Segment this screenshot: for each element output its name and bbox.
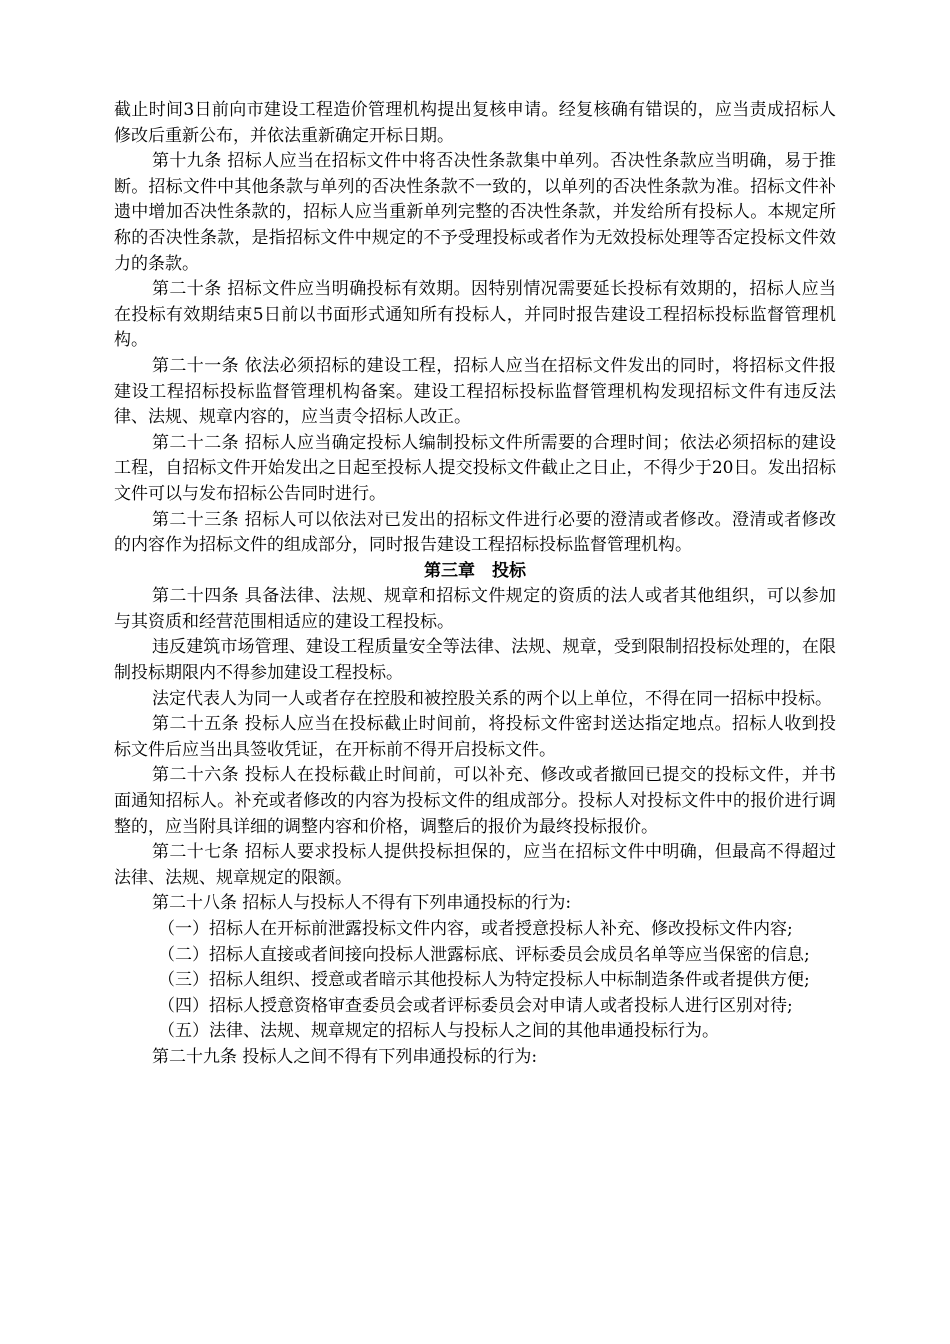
article-23: 第二十三条 招标人可以依法对已发出的招标文件进行必要的澄清或者修改。澄清或者修改的内容作为招标文件的组成部分，同时报告建设工程招标投标监督管理机构。 bbox=[114, 509, 836, 556]
article-19: 第十九条 招标人应当在招标文件中将否决性条款集中单列。否决性条款应当明确，易于推断。招标文件中其他条款与单列的否决性条款不一致的，以单列的否决性条款为准。招标文件补遗中增加否决性条款的，招标人应当重新单列完整的否决性条款，并发给所有投标人。本规定所称的否决性条款，是指招标文件中规定的不予受理投标或者作为无效投标处理等否定投标文件效力的条款。 bbox=[114, 151, 836, 274]
article-22: 第二十二条 招标人应当确定投标人编制投标文件所需要的合理时间；依法必须招标的建设工程，自招标文件开始发出之日起至投标人提交投标文件截止之日止，不得少于20日。发出招标文件可以与发布招标公告同时进行。 bbox=[114, 432, 836, 504]
article-28-item-4: （四）招标人授意资格审查委员会或者评标委员会对申请人或者投标人进行区别对待; bbox=[158, 995, 793, 1016]
article-28-item-1: （一）招标人在开标前泄露投标文件内容，或者授意投标人补充、修改投标文件内容; bbox=[158, 919, 793, 939]
article-28-item-2: （二）招标人直接或者间接向投标人泄露标底、评标委员会成员名单等应当保密的信息; bbox=[158, 944, 810, 965]
article-28-item-3: （三）招标人组织、授意或者暗示其他投标人为特定投标人中标制造条件或者提供方便; bbox=[158, 970, 810, 991]
paragraph-1: 截止时间3日前向市建设工程造价管理机构提出复核申请。经复核确有错误的，应当责成招标人修改后重新公布，并依法重新确定开标日期。 bbox=[114, 100, 836, 146]
article-24: 第二十四条 具备法律、法规、规章和招标文件规定的资质的法人或者其他组织，可以参加与其资质和经营范围相适应的建设工程投标。 bbox=[114, 586, 836, 632]
article-28-item-5: （五）法律、法规、规章规定的招标人与投标人之间的其他串通投标行为。 bbox=[158, 1021, 719, 1042]
article-24-para-3: 法定代表人为同一人或者存在控股和被控股关系的两个以上单位，不得在同一招标中投标。 bbox=[152, 688, 832, 709]
article-25: 第二十五条 投标人应当在投标截止时间前，将投标文件密封送达指定地点。招标人收到投标文件后应当出具签收凭证，在开标前不得开启投标文件。 bbox=[114, 714, 836, 760]
chapter-heading: 第三章 投标 bbox=[424, 560, 526, 581]
article-21: 第二十一条 依法必须招标的建设工程，招标人应当在招标文件发出的同时，将招标文件报建设工程招标投标监督管理机构备案。建设工程招标投标监督管理机构发现招标文件有违反法律、法规、规章内容的，应当责令招标人改正。 bbox=[114, 355, 836, 428]
article-27: 第二十七条 招标人要求投标人提供投标担保的，应当在招标文件中明确，但最高不得超过法律、法规、规章规定的限额。 bbox=[114, 842, 836, 888]
document-page bbox=[114, 98, 836, 1071]
article-24-para-2: 违反建筑市场管理、建设工程质量安全等法律、法规、规章，受到限制招投标处理的，在限制投标期限内不得参加建设工程投标。 bbox=[114, 637, 836, 684]
article-29: 第二十九条 投标人之间不得有下列串通投标的行为: bbox=[152, 1046, 538, 1067]
article-26: 第二十六条 投标人在投标截止时间前，可以补充、修改或者撤回已提交的投标文件，并书面通知招标人。补充或者修改的内容为投标文件的组成部分。投标人对投标文件中的报价进行调整的，应当附具详细的调整内容和价格，调整后的报价为最终投标报价。 bbox=[114, 765, 836, 837]
article-20: 第二十条 招标文件应当明确投标有效期。因特别情况需要延长投标有效期的，招标人应当在投标有效期结束5日前以书面形式通知所有投标人，并同时报告建设工程招标投标监督管理机构。 bbox=[114, 279, 836, 351]
article-28: 第二十八条 招标人与投标人不得有下列串通投标的行为: bbox=[152, 893, 572, 914]
